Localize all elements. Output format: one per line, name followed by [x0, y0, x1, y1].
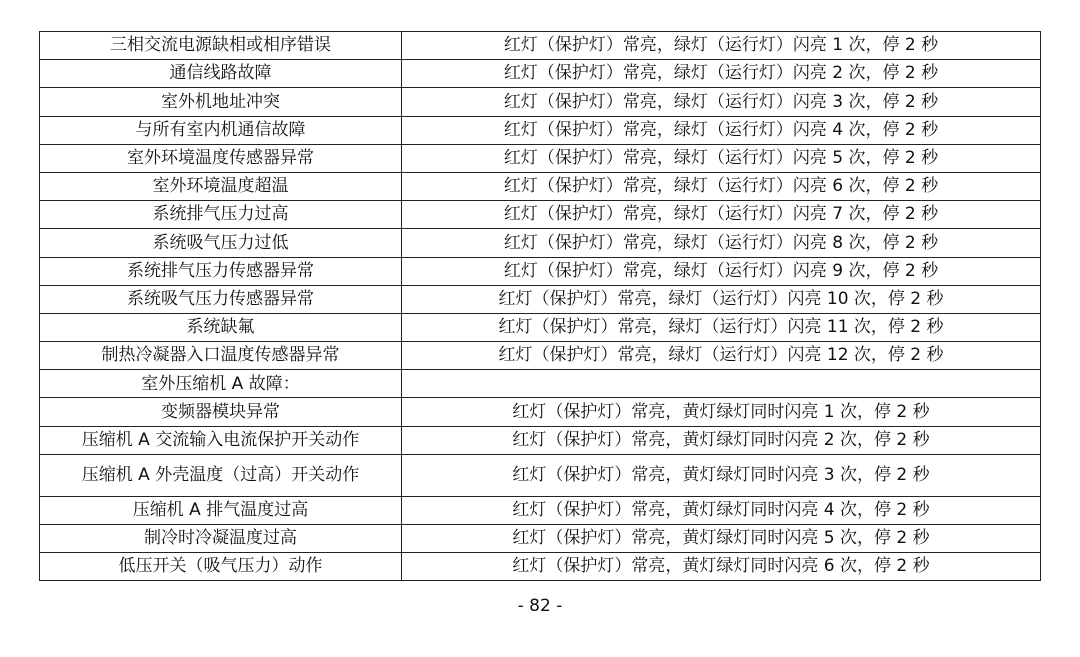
table-row: [40, 60, 1041, 88]
indicator-cell: 红灯（保护灯）常亮，绿灯（运行灯）闪亮 11 次，停 2 秒: [402, 313, 1041, 341]
indicator-cell: 红灯（保护灯）常亮，黄灯绿灯同时闪亮 1 次，停 2 秒: [402, 398, 1041, 426]
fault-cell: 压缩机 A 交流输入电流保护开关动作: [40, 426, 402, 454]
table-row: [40, 426, 1041, 454]
table-row: [40, 553, 1041, 581]
indicator-cell: 红灯（保护灯）常亮，黄灯绿灯同时闪亮 3 次，停 2 秒: [402, 454, 1041, 496]
table-row: [40, 525, 1041, 553]
indicator-cell: [402, 370, 1041, 398]
table-row: [40, 229, 1041, 257]
section-header-row: [40, 370, 1041, 398]
table-row: [40, 285, 1041, 313]
table-row: [40, 342, 1041, 370]
indicator-cell: 红灯（保护灯）常亮，绿灯（运行灯）闪亮 3 次，停 2 秒: [402, 88, 1041, 116]
fault-indicator-table: [39, 31, 1041, 581]
fault-cell: 室外环境温度超温: [40, 172, 402, 200]
section-header-cell: 室外压缩机 A 故障：: [40, 370, 402, 398]
indicator-cell: 红灯（保护灯）常亮，黄灯绿灯同时闪亮 6 次，停 2 秒: [402, 553, 1041, 581]
fault-cell: 制冷时冷凝温度过高: [40, 525, 402, 553]
indicator-cell: 红灯（保护灯）常亮，绿灯（运行灯）闪亮 4 次，停 2 秒: [402, 116, 1041, 144]
fault-cell: 压缩机 A 排气温度过高: [40, 496, 402, 524]
indicator-cell: 红灯（保护灯）常亮，绿灯（运行灯）闪亮 7 次，停 2 秒: [402, 201, 1041, 229]
indicator-cell: 红灯（保护灯）常亮，黄灯绿灯同时闪亮 4 次，停 2 秒: [402, 496, 1041, 524]
table-row: [40, 172, 1041, 200]
table-row: [40, 398, 1041, 426]
fault-cell: 制热冷凝器入口温度传感器异常: [40, 342, 402, 370]
indicator-cell: 红灯（保护灯）常亮，绿灯（运行灯）闪亮 8 次，停 2 秒: [402, 229, 1041, 257]
fault-cell: 压缩机 A 外壳温度（过高）开关动作: [40, 454, 402, 496]
fault-cell: 三相交流电源缺相或相序错误: [40, 32, 402, 60]
table-row: [40, 454, 1041, 496]
fault-cell: 室外环境温度传感器异常: [40, 144, 402, 172]
fault-cell: 系统排气压力传感器异常: [40, 257, 402, 285]
fault-cell: 系统缺氟: [40, 313, 402, 341]
table-row: [40, 32, 1041, 60]
indicator-cell: 红灯（保护灯）常亮，绿灯（运行灯）闪亮 10 次，停 2 秒: [402, 285, 1041, 313]
indicator-cell: 红灯（保护灯）常亮，绿灯（运行灯）闪亮 6 次，停 2 秒: [402, 172, 1041, 200]
table-row: [40, 201, 1041, 229]
indicator-cell: 红灯（保护灯）常亮，黄灯绿灯同时闪亮 2 次，停 2 秒: [402, 426, 1041, 454]
fault-cell: 变频器模块异常: [40, 398, 402, 426]
indicator-cell: 红灯（保护灯）常亮，绿灯（运行灯）闪亮 2 次，停 2 秒: [402, 60, 1041, 88]
fault-cell: 通信线路故障: [40, 60, 402, 88]
indicator-cell: 红灯（保护灯）常亮，绿灯（运行灯）闪亮 9 次，停 2 秒: [402, 257, 1041, 285]
fault-cell: 系统吸气压力过低: [40, 229, 402, 257]
table-row: [40, 496, 1041, 524]
indicator-cell: 红灯（保护灯）常亮，绿灯（运行灯）闪亮 5 次，停 2 秒: [402, 144, 1041, 172]
indicator-cell: 红灯（保护灯）常亮，绿灯（运行灯）闪亮 1 次，停 2 秒: [402, 32, 1041, 60]
fault-cell: 系统吸气压力传感器异常: [40, 285, 402, 313]
table-row: [40, 257, 1041, 285]
fault-cell: 低压开关（吸气压力）动作: [40, 553, 402, 581]
table-row: [40, 116, 1041, 144]
table-row: [40, 313, 1041, 341]
fault-cell: 系统排气压力过高: [40, 201, 402, 229]
fault-cell: 室外机地址冲突: [40, 88, 402, 116]
table-row: [40, 144, 1041, 172]
indicator-cell: 红灯（保护灯）常亮，黄灯绿灯同时闪亮 5 次，停 2 秒: [402, 525, 1041, 553]
fault-cell: 与所有室内机通信故障: [40, 116, 402, 144]
indicator-cell: 红灯（保护灯）常亮，绿灯（运行灯）闪亮 12 次，停 2 秒: [402, 342, 1041, 370]
table-row: [40, 88, 1041, 116]
page-number: - 82 -: [517, 596, 563, 616]
